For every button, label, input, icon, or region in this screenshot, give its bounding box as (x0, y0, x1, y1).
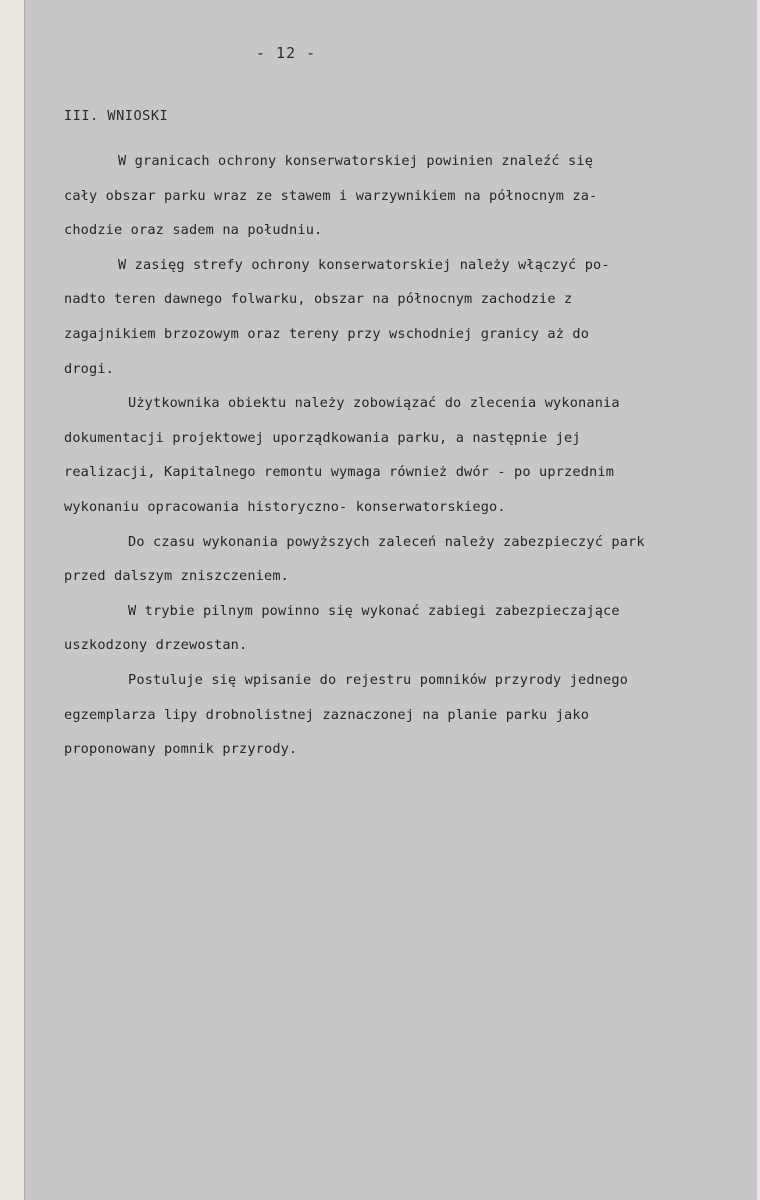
text-line: W trybie pilnym powinno się wykonać zabiegi zabezpieczające (128, 602, 620, 619)
text-line: Postuluje się wpisanie do rejestru pomników przyrody jednego (128, 671, 629, 688)
text-line: przed dalszym zniszczeniem. (64, 568, 290, 585)
text-line: uszkodzony drzewostan. (64, 637, 248, 654)
text-line: drogi. (64, 360, 115, 377)
text-line: dokumentacji projektowej uporządkowania parku, a następnie jej (64, 429, 581, 446)
text-line: cały obszar parku wraz ze stawem i warzywnikiem na północnym za- (64, 187, 598, 204)
text-line: nadto teren dawnego folwarku, obszar na północnym zachodzie z (64, 291, 573, 308)
text-line: egzemplarza lipy drobnolistnej zaznaczonej na planie parku jako (64, 706, 590, 723)
text-line: W zasięg strefy ochrony konserwatorskiej należy włączyć po- (118, 256, 610, 273)
text-line: Do czasu wykonania powyższych zaleceń należy zabezpieczyć park (128, 533, 645, 550)
text-line: realizacji, Kapitalnego remontu wymaga również dwór - po uprzednim (64, 464, 615, 481)
body-text (64, 144, 754, 767)
page-binding-edge (0, 0, 25, 1200)
text-line: wykonaniu opracowania historyczno- konserwatorskiego. (64, 498, 506, 515)
text-line: zagajnikiem brzozowym oraz tereny przy wschodniej granicy aż do (64, 325, 590, 342)
text-line: W granicach ochrony konserwatorskiej powinien znaleźć się (118, 153, 594, 169)
text-line: Użytkownika obiektu należy zobowiązać do zlecenia wykonania (128, 395, 620, 412)
page-number: - 12 - (256, 44, 317, 62)
section-heading: III. WNIOSKI (64, 108, 169, 124)
text-line: chodzie oraz sadem na południu. (64, 222, 323, 239)
text-line: proponowany pomnik przyrody. (64, 741, 298, 758)
